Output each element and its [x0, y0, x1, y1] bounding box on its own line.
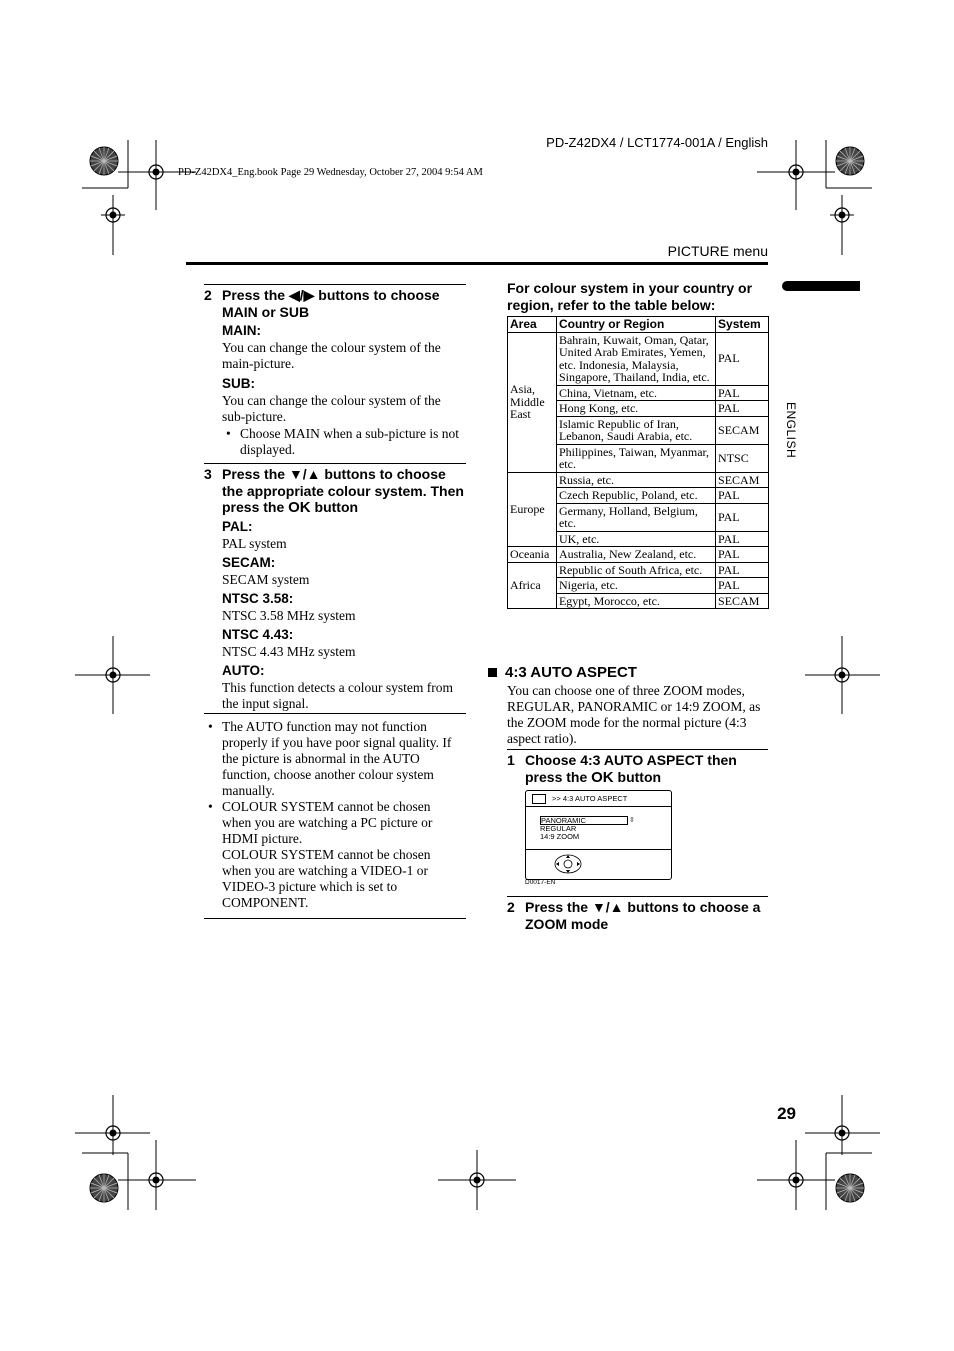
sub-bullet: • Choose MAIN when a sub-picture is not displayed. — [226, 426, 459, 457]
country-cell: China, Vietnam, etc. — [556, 385, 715, 401]
osd-option: REGULAR — [540, 824, 577, 833]
secam-label: SECAM: — [222, 554, 276, 570]
table-row — [508, 562, 769, 578]
country-cell: Bahrain, Kuwait, Oman, Qatar, United Arab Emirates, Yemen, etc. Indonesia, Malaysia, Singapore, Thailand, India, etc. — [556, 332, 715, 385]
remote-dpad-icon — [553, 853, 583, 875]
pal-text: PAL system — [222, 535, 287, 551]
table-row — [508, 547, 769, 563]
country-cell: Hong Kong, etc. — [556, 401, 715, 417]
system-cell: PAL — [716, 547, 769, 563]
step-number: 1 — [507, 752, 515, 768]
system-cell: SECAM — [716, 472, 769, 488]
step-2-right — [507, 899, 768, 932]
country-cell: Islamic Republic of Iran, Lebanon, Saudi Arabia, etc. — [556, 416, 715, 444]
step-title: Press the ▼/▲ buttons to choose the appropriate colour system. Then press the OK button — [222, 466, 464, 516]
country-cell: UK, etc. — [556, 531, 715, 547]
country-cell: Germany, Holland, Belgium, etc. — [556, 503, 715, 531]
table-row — [508, 472, 769, 488]
sub-label: SUB: — [222, 376, 255, 391]
area-cell: Europe — [508, 472, 557, 547]
ntsc358-text: NTSC 3.58 MHz system — [222, 607, 356, 623]
divider — [507, 749, 768, 750]
note-item: • COLOUR SYSTEM cannot be chosen when you are watching a PC picture or HDMI picture. COLOUR SYSTEM cannot be chosen when you are watching a VIDEO-1 or VIDEO-3 picture which is set to COMPONENT. — [208, 799, 433, 910]
step-3-left — [204, 466, 466, 712]
table-intro: For colour system in your country or region, refer to the table below: — [507, 280, 753, 313]
step-title: Choose 4:3 AUTO ASPECT then press the OK button — [525, 752, 737, 786]
divider — [507, 896, 768, 897]
country-cell: Philippines, Taiwan, Myanmar, etc. — [556, 444, 715, 472]
divider — [204, 284, 466, 285]
book-stamp: PD-Z42DX4_Eng.book Page 29 Wednesday, October 27, 2004 9:54 AM — [178, 167, 483, 178]
system-cell: PAL — [716, 385, 769, 401]
doc-id: PD-Z42DX4 / LCT1774-001A / English — [546, 135, 768, 150]
main-text: You can change the colour system of the main-picture. — [222, 340, 441, 371]
system-cell: PAL — [716, 503, 769, 531]
system-cell: PAL — [716, 562, 769, 578]
ntsc358-label: NTSC 3.58: — [222, 590, 294, 606]
auto-label: AUTO: — [222, 662, 265, 678]
step-number: 2 — [204, 287, 212, 303]
system-cell: PAL — [716, 332, 769, 385]
aspect-heading: 4:3 AUTO ASPECT — [488, 664, 768, 681]
section-tab — [782, 281, 860, 291]
system-cell: SECAM — [716, 416, 769, 444]
osd-screen — [525, 790, 672, 880]
sub-text: You can change the colour system of the sub-picture. — [222, 393, 441, 424]
note-item: • The AUTO function may not function properly if you have poor signal quality. If the picture is abnormal in the AUTO function, choose another colour system manually. — [208, 719, 452, 798]
osd-code: D0017-EN — [525, 879, 556, 886]
country-cell: Russia, etc. — [556, 472, 715, 488]
pal-label: PAL: — [222, 518, 253, 534]
area-cell: Africa — [508, 562, 557, 609]
divider — [204, 463, 466, 464]
step-title: Press the ▼/▲ buttons to choose a ZOOM mode — [525, 899, 761, 932]
osd-option-selected: PANORAMIC — [540, 816, 628, 825]
cursor-icon: ⇳ — [629, 816, 635, 824]
menu-icon — [532, 794, 546, 804]
ntsc443-label: NTSC 4.43: — [222, 626, 294, 642]
system-cell: NTSC — [716, 444, 769, 472]
auto-text: This function detects a colour system from the input signal. — [222, 679, 453, 711]
section-title: PICTURE menu — [667, 243, 768, 259]
country-cell: Egypt, Morocco, etc. — [556, 593, 715, 609]
osd-option: 14:9 ZOOM — [540, 832, 580, 841]
step-title: Press the ◀/▶ buttons to choose MAIN or SUB — [222, 287, 440, 320]
table-header-row — [508, 317, 769, 333]
header-system: System — [716, 317, 769, 333]
system-cell: PAL — [716, 531, 769, 547]
header-area: Area — [508, 317, 557, 333]
header-country: Country or Region — [556, 317, 715, 333]
country-cell: Australia, New Zealand, etc. — [556, 547, 715, 563]
table-row — [508, 332, 769, 385]
area-cell: Oceania — [508, 547, 557, 563]
area-cell: Asia, Middle East — [508, 332, 557, 472]
header-rule — [186, 262, 768, 265]
aspect-section — [488, 664, 768, 747]
step-1-right — [507, 752, 768, 786]
main-label: MAIN: — [222, 323, 261, 338]
secam-text: SECAM system — [222, 571, 310, 587]
osd-title: >> 4:3 AUTO ASPECT — [552, 794, 628, 803]
country-cell: Nigeria, etc. — [556, 578, 715, 594]
ntsc443-text: NTSC 4.43 MHz system — [222, 643, 356, 659]
system-cell: PAL — [716, 488, 769, 504]
step-2-left — [204, 287, 466, 458]
notes — [204, 719, 462, 911]
aspect-text: You can choose one of three ZOOM modes, REGULAR, PANORAMIC or 14:9 ZOOM, as the ZOOM mode for the normal picture (4:3 aspect ratio). — [507, 683, 761, 746]
system-cell: PAL — [716, 401, 769, 417]
colour-system-table — [507, 316, 769, 609]
page-number: 29 — [777, 1104, 796, 1123]
divider — [204, 713, 466, 714]
step-number: 3 — [204, 466, 212, 482]
side-label-english: ENGLISH — [784, 402, 798, 459]
country-cell: Czech Republic, Poland, etc. — [556, 488, 715, 504]
divider — [204, 918, 466, 919]
system-cell: PAL — [716, 578, 769, 594]
square-bullet-icon — [488, 668, 497, 677]
step-number: 2 — [507, 899, 515, 915]
country-cell: Republic of South Africa, etc. — [556, 562, 715, 578]
system-cell: SECAM — [716, 593, 769, 609]
